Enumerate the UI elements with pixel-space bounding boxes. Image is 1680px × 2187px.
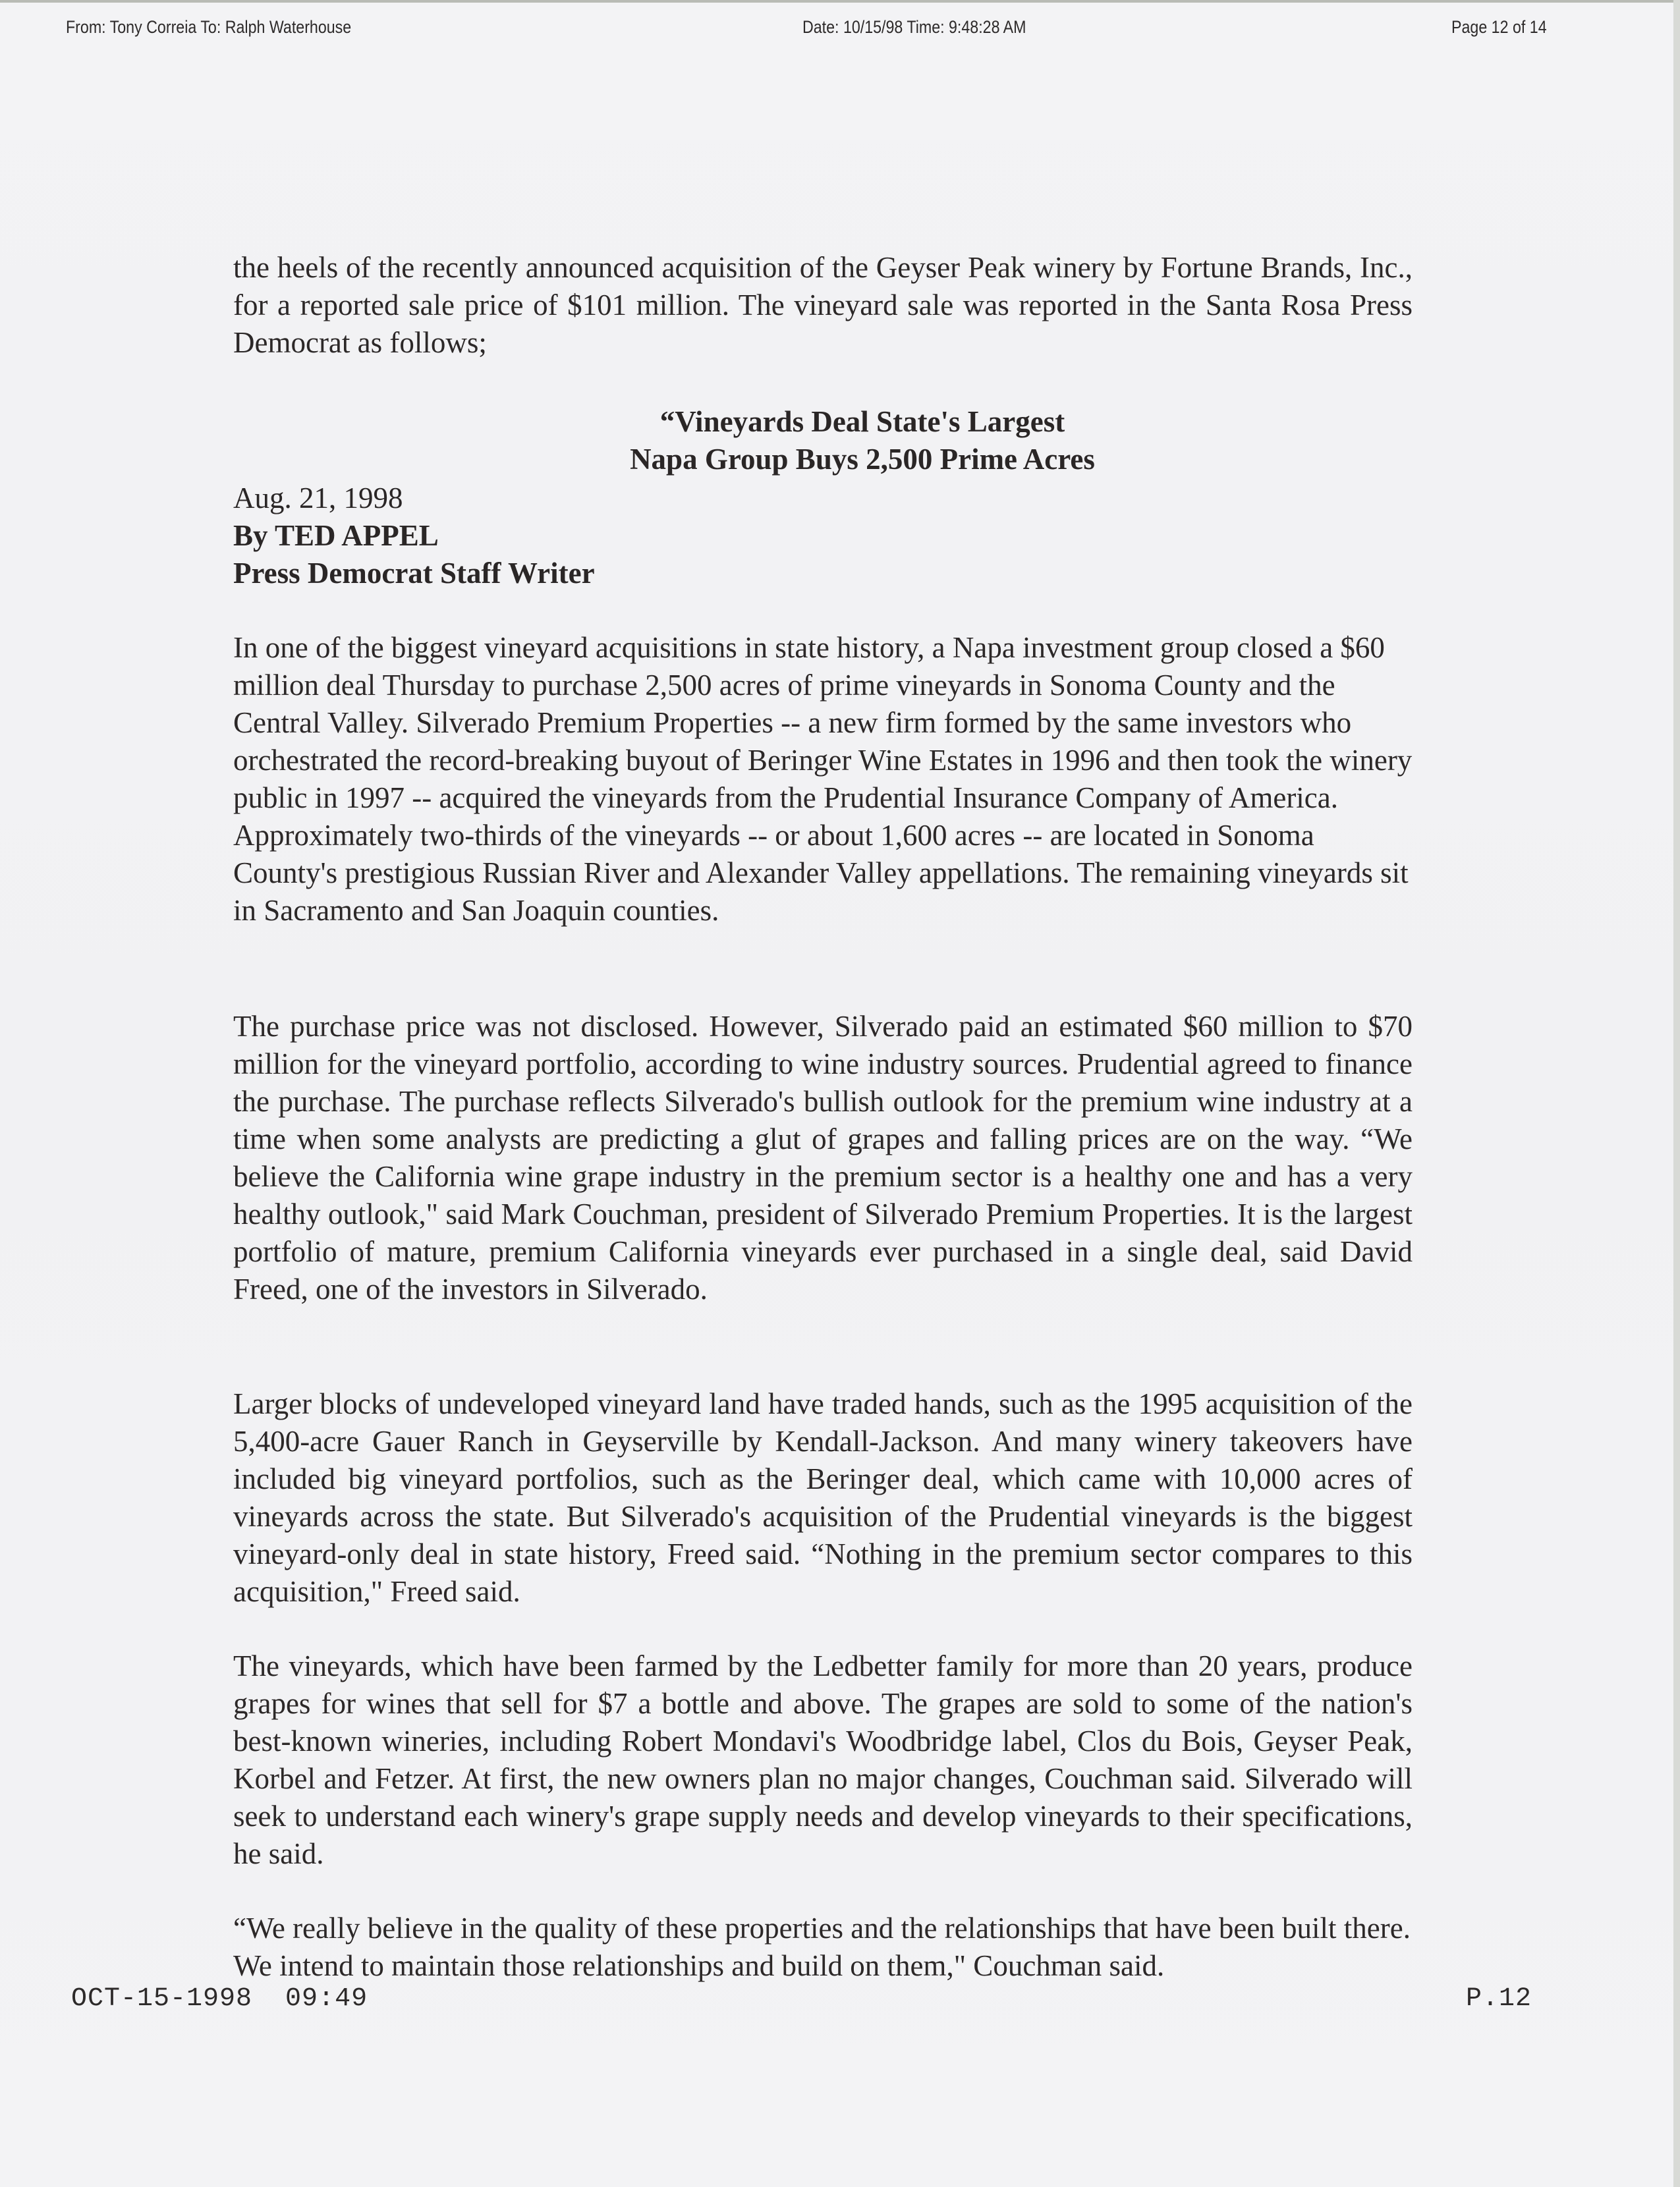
fax-transmission-stamp: OCT-15-1998 09:49 (71, 1984, 368, 2014)
fax-from-to: From: Tony Correia To: Ralph Waterhouse (66, 17, 352, 37)
intro-text: the heels of the recently announced acquisition of the Geyser Peak winery by Fortune Brands, Inc., for a reported sale price of $101 million. The vineyard sale was reported in the Santa Rosa Press Democrat as follows; (233, 251, 1413, 359)
paragraph-text: Larger blocks of undeveloped vineyard land have traded hands, such as the 1995 acquisition of the 5,400-acre Gauer Ranch in Geyserville by Kendall-Jackson. And many winery takeovers have included big vineyard portfolios, such as the Beringer deal, which came with 10,000 acres of vineyards across the state. But Silverado's acquisition of the Prudential vineyards is the biggest vineyard-only deal in state history, Freed said. “Nothing in the premium sector compares to this acquisition," Freed said. (233, 1387, 1413, 1608)
scan-edge-right (1673, 0, 1680, 2187)
paragraph-text: The purchase price was not disclosed. However, Silverado paid an estimated $60 million to $70 million for the vineyard portfolio, according to wine industry sources. Prudential agreed to finance the purchase. The purchase reflects Silverado's bullish outlook for the premium wine industry at a time when some analysts are predicting a glut of grapes and falling prices are on the way. “We believe the California wine grape industry in the premium sector is a healthy one and has a very healthy outlook," said Mark Couchman, president of Silverado Premium Properties. It is the largest portfolio of mature, premium California vineyards ever purchased in a single deal, said David Freed, one of the investors in Silverado. (233, 1010, 1413, 1306)
intro-paragraph (233, 249, 1413, 362)
headline-line-2: Napa Group Buys 2,500 Prime Acres (630, 443, 1095, 476)
article-author: By TED APPEL (233, 519, 439, 552)
paragraph-text: In one of the biggest vineyard acquisitions in state history, a Napa investment group closed a $60 million deal Thursday to purchase 2,500 acres of prime vineyards in Sonoma County and the Central Valley. Silverado Premium Properties -- a new firm formed by the same investors who orchestrated the record-breaking buyout of Beringer Wine Estates in 1996 and then took the winery public in 1997 -- acquired the vineyards from the Prudential Insurance Company of America. Approximately two-thirds of the vineyards -- or about 1,600 acres -- are located in Sonoma County's prestigious Russian River and Alexander Valley appellations. The remaining vineyards sit in Sacramento and San Joaquin counties. (233, 631, 1413, 927)
article-headline (233, 403, 1413, 478)
fax-date-time: Date: 10/15/98 Time: 9:48:28 AM (802, 17, 1026, 37)
paragraph-text: The vineyards, which have been farmed by the Ledbetter family for more than 20 years, produce grapes for wines that sell for $7 a bottle and above. The grapes are sold to some of the nation's best-known wineries, including Robert Mondavi's Woodbridge label, Clos du Bois, Geyser Peak, Korbel and Fetzer. At first, the new owners plan no major changes, Couchman said. Silverado will seek to understand each winery's grape supply needs and develop vineyards to their specifications, he said. (233, 1649, 1413, 1870)
scan-edge-top (0, 0, 1680, 3)
fax-page-count: Page 12 of 14 (1451, 17, 1547, 37)
article-byline (233, 480, 1156, 592)
fax-header (0, 17, 1680, 43)
headline-line-1: “Vineyards Deal State's Largest (659, 405, 1065, 438)
article-paragraph-2 (233, 1008, 1413, 1308)
article-paragraph-3 (233, 1385, 1413, 1611)
article-author-title: Press Democrat Staff Writer (233, 557, 595, 590)
article-paragraph-1 (233, 629, 1413, 929)
article-date: Aug. 21, 1998 (233, 482, 403, 514)
fax-footer (0, 1984, 1680, 2017)
article-paragraph-4 (233, 1647, 1413, 1873)
article-paragraph-5 (233, 1910, 1413, 1985)
fax-page-number: P.12 (1466, 1984, 1532, 2014)
paragraph-text: “We really believe in the quality of these properties and the relationships that have been built there. We intend to maintain those relationships and build on them," Couchman said. (233, 1912, 1411, 1982)
